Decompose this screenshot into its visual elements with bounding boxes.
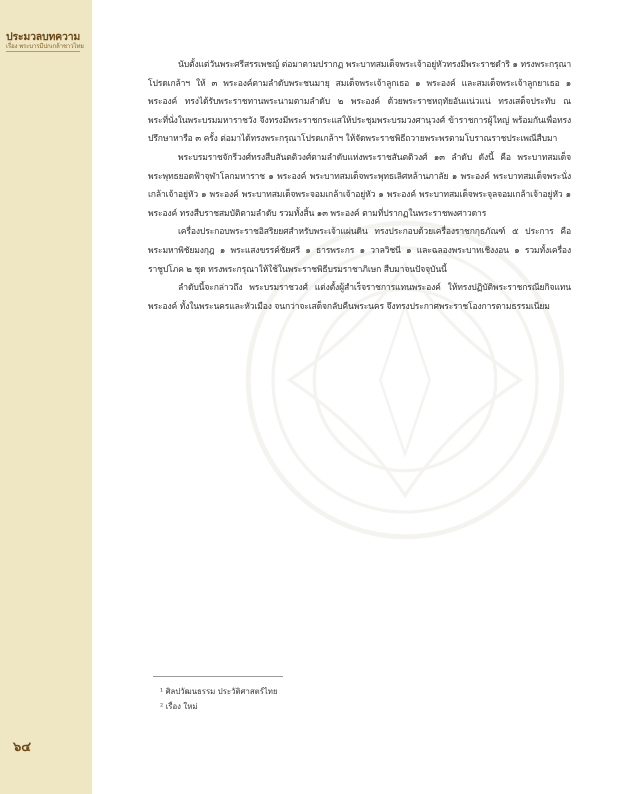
page-number: ๖๔ <box>13 740 32 755</box>
footnote: ¹ ศิลปวัฒนธรรม ประวัติศาสตร์ไทย <box>160 687 278 696</box>
paragraph: ลำดับนี้จะกล่าวถึง พระบรมราชวงศ์ แต่งตั้งผู้สำเร็จราชการแทนพระองค์ ให้ทรงปฏิบัติพระราชกรณียกิจแทนพระองค์ ทั้งในพระนครและหัวเมือง จนกว่าจะเสด็จกลับคืนพระนคร จึงทรงประกาศพระราชโองการตามธรรมเนียม <box>148 283 571 312</box>
footnotes <box>160 684 460 714</box>
paragraph: พระบรมราชจักรีวงศ์ทรงสืบสันตติวงศ์ตามลำดับแห่งพระราชสันตติวงศ์ ๑๓ ลำดับ ดังนี้ คือ พระบาทสมเด็จพระพุทธยอดฟ้าจุฬาโลกมหาราช ๑ พระองค์ พระบาทสมเด็จพระพุทธเลิศหล้านภาลัย ๑ พระองค์ พระบาทสมเด็จพระนั่งเกล้าเจ้าอยู่หัว ๑ พระองค์ พระบาทสมเด็จพระจอมเกล้าเจ้าอยู่หัว ๑ พระองค์ พระบาทสมเด็จพระจุลจอมเกล้าเจ้าอยู่หัว ๑ พระองค์ ทรงสืบราชสมบัติตามลำดับ รวมทั้งสิ้น ๑๓ พระองค์ ตามที่ปรากฏในพระราชพงศาวดาร <box>148 152 571 219</box>
header-subtitle: เรื่อง พระบารมีปกเกล้าชาวไทย <box>6 43 84 50</box>
paragraph: นับตั้งแต่วันพระศรีสรรเพชญ์ ต่อมาตามปรากฏ พระบาทสมเด็จพระเจ้าอยู่หัวทรงมีพระราชดำริ ๑ ทรงพระกรุณาโปรดเกล้าฯ ให้ ๓ พระองค์ตามลำดับพระชนมายุ สมเด็จพระเจ้าลูกเธอ ๑ พระองค์ และสมเด็จพระเจ้าลูกยาเธอ ๑ พระองค์ ทรงได้รับพระราชทานพระนามตามลำดับ ๒ พระองค์ ด้วยพระราชหฤทัยอันแน่วแน่ ทรงเสด็จประทับ ณ พระที่นั่งในพระบรมมหาราชวัง จึงทรงมีพระราชกระแสให้ประชุมพระบรมวงศานุวงศ์ ข้าราชการผู้ใหญ่ พร้อมกันเพื่อทรงปรึกษาหารือ ๓ ครั้ง ต่อมาได้ทรงพระกรุณาโปรดเกล้าฯ ให้จัดพระราชพิธีถวายพระพรตามโบราณราชประเพณีสืบมา <box>148 60 571 145</box>
margin-strip <box>0 0 92 794</box>
header-divider <box>6 51 80 52</box>
footnote: ² เรื่อง ใหม่ <box>160 702 198 711</box>
footnote-divider <box>153 676 283 677</box>
body-text <box>148 56 571 316</box>
header-title: ประมวลบทความ <box>6 31 81 43</box>
paragraph: เครื่องประกอบพระราชอิสริยยศสำหรับพระเจ้าแผ่นดิน ทรงประกอบด้วยเครื่องราชกกุธภัณฑ์ ๕ ประการ คือ พระมหาพิชัยมงกุฎ ๑ พระแสงขรรค์ชัยศรี ๑ ธารพระกร ๑ วาลวิชนี ๑ และฉลองพระบาทเชิงงอน ๑ รวมทั้งเครื่องราชูปโภค ๒ ชุด ทรงพระกรุณาให้ใช้ในพระราชพิธีบรมราชาภิเษก สืบมาจนปัจจุบันนี้ <box>148 227 571 275</box>
